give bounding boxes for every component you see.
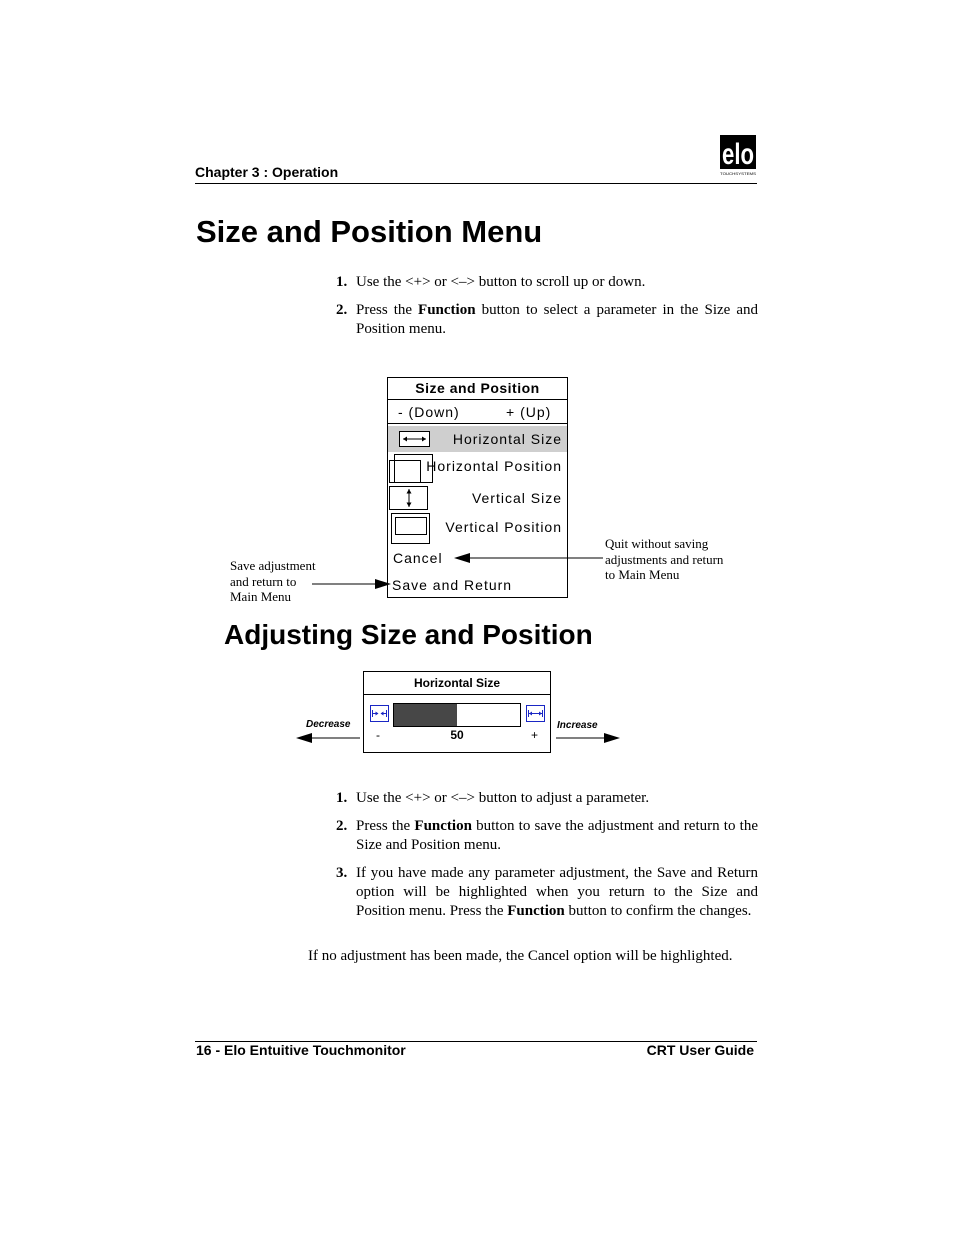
step-text: Use the <+> or <–> button to adjust a parameter. [356,790,650,806]
logo-subtext: TOUCHSYSTEMS [720,171,757,176]
decrease-label: Decrease [306,719,351,730]
vertical-size-icon [389,486,429,510]
function-keyword: Function [414,818,472,834]
section-title-size-position-menu: Size and Position Menu [196,214,543,249]
adjust-step-1 [336,789,758,808]
menu-step-1 [336,273,758,292]
step-number: 1. [336,274,348,290]
menu-item-horizontal-size: Horizontal Size [452,431,562,447]
callout-save-adjustment: Save adjustment and return to Main Menu [230,558,316,604]
step-text: Press the Function button to save the adjustment and return to the Size and Position menu. [356,818,758,853]
increase-label: Increase [557,720,598,731]
elo-logo [718,133,758,177]
menu-title: Size and Position [388,378,567,400]
menu-item-vertical-size: Vertical Size [471,490,562,506]
down-label: - (Down) [398,404,460,420]
level-fill [394,704,457,726]
level-value: 50 [450,728,464,742]
menu-item-cancel: Cancel [393,550,443,566]
footer-left: 16 - Elo Entuitive Touchmonitor [196,1042,406,1058]
step-number: 2. [336,302,348,318]
function-keyword: Function [507,903,565,919]
menu-step-2 [336,301,758,339]
header-rule [195,183,757,184]
logo-text: elo [722,138,754,171]
level-bar [393,703,521,727]
chapter-header: Chapter 3 : Operation [195,164,339,180]
decrease-icon [370,705,389,722]
minus-label: - [376,728,380,742]
step-text: If you have made any parameter adjustment, the Save and Return option will be highlighted when you return to the Size and Position menu. Press the Function button to confirm the changes. [356,865,758,919]
menu-item-save-and-return: Save and Return [392,577,513,593]
menu-item-horizontal-position: Horizontal Position [426,458,562,474]
increase-icon [526,705,545,722]
up-label: + (Up) [506,404,552,420]
arrow-to-cancel [454,553,470,563]
plus-label: + [531,728,539,742]
footer-right: CRT User Guide [646,1042,754,1058]
decrease-increase-arrows [294,728,624,748]
section-title-adjusting: Adjusting Size and Position [224,619,593,650]
callout-arrows [300,545,620,595]
horizontal-size-icon [399,431,430,447]
step-number: 1. [336,790,348,806]
vertical-position-icon [391,513,431,545]
callout-quit-without-saving: Quit without saving adjustments and return to Main Menu [605,536,724,582]
adjust-step-3 [336,864,758,921]
increase-arrow [604,733,620,743]
menu-divider [388,423,567,424]
control-title: Horizontal Size [364,672,550,695]
step-number: 2. [336,818,348,834]
step-text: Use the <+> or <–> button to scroll up or down. [356,274,646,290]
adjust-step-2 [336,817,758,855]
function-keyword: Function [418,302,476,318]
arrow-to-save-return [375,579,391,589]
decrease-arrow [296,733,312,743]
menu-item-vertical-position: Vertical Position [445,519,562,535]
step-text: Press the Function button to select a parameter in the Size and Position menu. [356,302,758,337]
step-number: 3. [336,865,348,881]
closing-note: If no adjustment has been made, the Cancel option will be highlighted. [308,948,733,964]
